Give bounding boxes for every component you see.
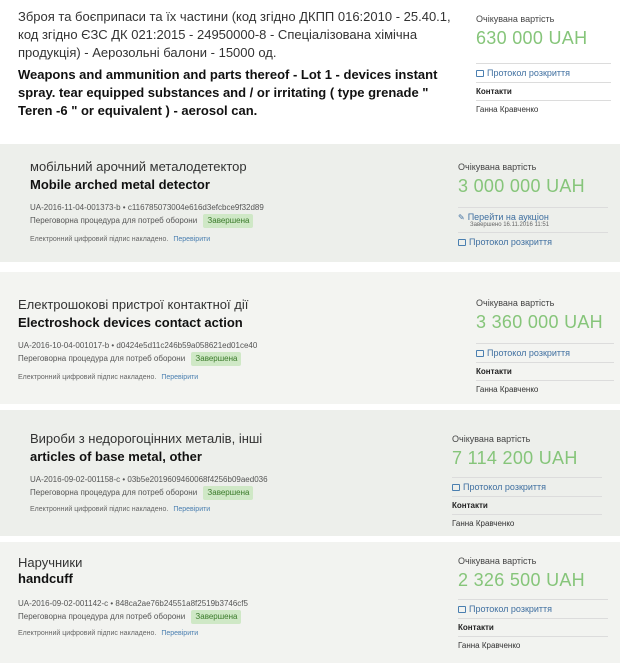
tender-card-3: Електрошокові пристрої контактної дії Electroshock devices contact action UA-2016-10-04-001017-b • d0424e5d11c246b59a058621ed01ce40 Переговорна процедура для потреб оборони Завершена Електронний цифровий підпис накладено. Перевірити Очікувана вартість 3 360 000 UAH Протокол розкриття Контакти Ганна Кравченко — [0, 272, 620, 404]
tender-id: UA-2016-09-02-001142-c — [18, 599, 109, 608]
protocol-link-label: Протокол розкриття — [487, 348, 571, 358]
tender-hash: c116785073004e616d3efcbce9f32d89 — [127, 203, 264, 212]
protocol-link[interactable] — [476, 348, 614, 358]
verify-link[interactable]: Перевірити — [161, 374, 199, 381]
procedure-type: Переговорна процедура для потреб оборони — [18, 612, 186, 621]
divider — [476, 100, 611, 101]
status-badge: Завершена — [203, 214, 253, 228]
divider — [458, 599, 608, 600]
tender-hash: 03b5e2019609460068f4256b09aed036 — [127, 475, 268, 484]
protocol-link-label: Протокол розкриття — [469, 604, 553, 614]
verify-link[interactable]: Перевірити — [173, 236, 211, 243]
gavel-icon: ✎ — [458, 212, 465, 222]
divider — [458, 207, 608, 208]
divider — [458, 618, 608, 619]
contact-name: Ганна Кравченко — [476, 105, 539, 114]
estimated-value-label: Очікувана вартість — [458, 162, 537, 172]
contact-name: Ганна Кравченко — [452, 519, 515, 528]
contacts-label: Контакти — [476, 87, 512, 96]
divider — [452, 496, 602, 497]
divider — [458, 636, 608, 637]
tender-title-en: Weapons and ammunition and parts thereof - Lot 1 - devices instant spray. tear equipped substances and / or irritating ( type grenade " Teren -6 " or equivalent ) - aerosol can. — [18, 67, 438, 118]
estimated-price: 7 114 200 UAH — [452, 448, 578, 468]
document-icon — [458, 239, 466, 246]
tender-title-ua[interactable]: Електрошокові пристрої контактної дії — [18, 297, 249, 312]
protocol-link-label: Протокол розкриття — [463, 482, 547, 492]
document-icon — [458, 606, 466, 613]
divider — [458, 232, 608, 233]
procedure-type: Переговорна процедура для потреб оборони — [30, 488, 198, 497]
estimated-value-label: Очікувана вартість — [452, 434, 531, 444]
auction-link[interactable] — [458, 212, 608, 222]
divider — [452, 477, 602, 478]
document-icon — [476, 350, 484, 357]
document-icon — [476, 70, 484, 77]
document-icon — [452, 484, 460, 491]
divider — [452, 514, 602, 515]
protocol-link[interactable] — [458, 604, 608, 614]
auction-link-label: Перейти на аукціон — [467, 212, 549, 222]
status-badge: Завершена — [191, 610, 241, 624]
tender-title-ua[interactable]: Вироби з недорогоцінних металів, інші — [30, 431, 263, 446]
signature-text: Електронний цифровий підпис накладено. — [18, 374, 157, 381]
estimated-price: 630 000 UAH — [476, 28, 588, 48]
contacts-label: Контакти — [452, 501, 488, 510]
tender-card-2: мобільний арочний металодетектор Mobile arched metal detector UA-2016-11-04-001373-b • c116785073004e616d3efcbce9f32d89 Переговорна процедура для потреб оборони Завершена Електронний цифровий підпис накладено. Перевірити Очікувана вартість 3 000 000 UAH ✎ Перейти на аукціон Завершено 16.11.2016 11:51 Протокол розкриття — [0, 144, 620, 262]
contacts-label: Контакти — [476, 367, 512, 376]
procedure-type: Переговорна процедура для потреб оборони — [18, 354, 186, 363]
procedure-type: Переговорна процедура для потреб оборони — [30, 216, 198, 225]
signature-text: Електронний цифровий підпис накладено. — [30, 236, 169, 243]
verify-link[interactable]: Перевірити — [173, 506, 211, 513]
divider — [476, 63, 611, 64]
tender-title-ua[interactable]: Зброя та боєприпаси та їх частини (код згідно ДКПП 016:2010 - 25.40.1, код згідно ЄЗС ДК 021:2015 - 24950000-8 - Спеціалізована хімічна продукція) - Аерозольні балони - 15000 од. — [18, 9, 451, 60]
signature-text: Електронний цифровий підпис накладено. — [18, 630, 157, 637]
divider — [476, 82, 611, 83]
contact-name: Ганна Кравченко — [458, 641, 521, 650]
estimated-value-label: Очікувана вартість — [476, 14, 555, 24]
tender-card-5: Наручники handcuff UA-2016-09-02-001142-c • 848ca2ae76b24551a8f2519b3746cf5 Переговорна процедура для потреб оборони Завершена Електронний цифровий підпис накладено. Перевірити Очікувана вартість 2 326 500 UAH Протокол розкриття Контакти Ганна Кравченко — [0, 542, 620, 663]
status-badge: Завершена — [203, 486, 253, 500]
tender-title-en: articles of base metal, other — [30, 449, 202, 464]
estimated-value-label: Очікувана вартість — [476, 298, 555, 308]
estimated-price: 3 000 000 UAH — [458, 176, 585, 196]
status-badge: Завершена — [191, 352, 241, 366]
verify-link[interactable]: Перевірити — [161, 630, 199, 637]
tender-title-en: Mobile arched metal detector — [30, 177, 210, 192]
estimated-price: 2 326 500 UAH — [458, 570, 585, 590]
protocol-link[interactable] — [458, 237, 608, 247]
tender-title-ua[interactable]: мобільний арочний металодетектор — [30, 159, 247, 174]
protocol-link[interactable] — [476, 68, 611, 78]
protocol-link[interactable] — [452, 482, 602, 492]
estimated-value-label: Очікувана вартість — [458, 556, 537, 566]
protocol-link-label: Протокол розкриття — [469, 237, 553, 247]
contact-name: Ганна Кравченко — [476, 385, 539, 394]
divider — [476, 362, 614, 363]
divider — [476, 380, 614, 381]
protocol-link-label: Протокол розкриття — [487, 68, 571, 78]
tender-id: UA-2016-09-02-001158-c — [30, 475, 121, 484]
tender-title-en: Electroshock devices contact action — [18, 315, 243, 330]
tender-hash: 848ca2ae76b24551a8f2519b3746cf5 — [115, 599, 248, 608]
divider — [476, 343, 614, 344]
tender-hash: d0424e5d11c246b59a058621ed01ce40 — [116, 341, 258, 350]
contacts-label: Контакти — [458, 623, 494, 632]
tender-title-ua[interactable]: Наручники — [18, 555, 83, 570]
tender-card-1 — [0, 0, 620, 136]
signature-text: Електронний цифровий підпис накладено. — [30, 506, 169, 513]
tender-id: UA-2016-10-04-001017-b — [18, 341, 110, 350]
auction-finished: Завершено 16.11.2016 11:51 — [470, 222, 550, 228]
tender-id: UA-2016-11-04-001373-b — [30, 203, 121, 212]
tender-card-4: Вироби з недорогоцінних металів, інші articles of base metal, other UA-2016-09-02-001158-c • 03b5e2019609460068f4256b09aed036 Переговорна процедура для потреб оборони Завершена Електронний цифровий підпис накладено. Перевірити Очікувана вартість 7 114 200 UAH Протокол розкриття Контакти Ганна Кравченко — [0, 410, 620, 536]
tender-title-en: handcuff — [18, 571, 73, 586]
estimated-price: 3 360 000 UAH — [476, 312, 603, 332]
